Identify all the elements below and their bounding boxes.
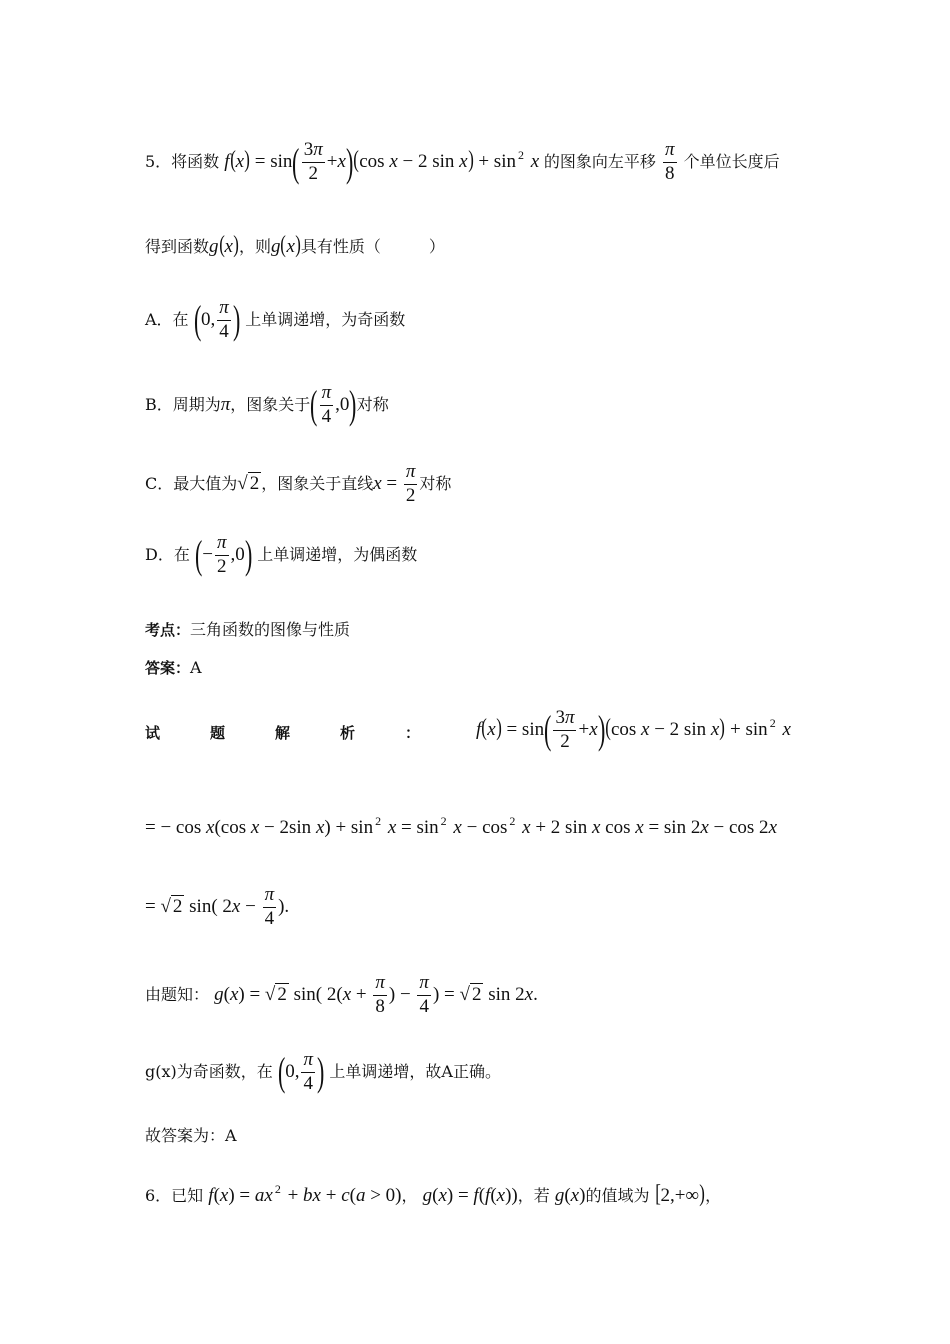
conclusion-interval: (0, $\frac{\pi}{4}$ ) bbox=[277, 1049, 325, 1095]
q5-line2b: ，则 bbox=[238, 237, 271, 256]
q6-line-1 bbox=[145, 1182, 721, 1206]
yuti-prefix: 由题知： bbox=[145, 984, 210, 1004]
q5-gx: g(x) bbox=[209, 232, 239, 258]
q5-line2a: 得到函数 bbox=[145, 237, 210, 256]
analysis-formula-1: f(x) = sin( $\frac{3\pi}{2}$ +x)(cos x − 2 sin x) + sin $^2$ x bbox=[476, 707, 791, 753]
yuti-formula: g(x) = √ 2 sin( 2(x + $\frac{\pi}{8}$ ) − $\frac{\pi}{4}$ ) = √ 2 sin 2x. bbox=[214, 972, 538, 1017]
option-c bbox=[145, 462, 451, 507]
analysis-char-4: 析 bbox=[339, 724, 355, 742]
q6-end: ， bbox=[705, 1186, 722, 1205]
analysis-char-1: 试 bbox=[145, 724, 161, 742]
option-b bbox=[145, 383, 389, 428]
option-c-suffix: 对称 bbox=[419, 473, 452, 493]
analysis-char-3: 解 bbox=[274, 724, 290, 742]
q5-function-def: f(x) = sin( $\frac{3\pi}{2}$ +x)(cos x − 2 sin x) + sin $^2$ x bbox=[224, 139, 540, 185]
option-a-suffix: 上单调递增，为奇函数 bbox=[245, 309, 406, 329]
final-answer: 故答案为：A bbox=[145, 1126, 237, 1145]
q6-mid2: ，若 bbox=[517, 1186, 550, 1205]
analysis-final bbox=[145, 1128, 237, 1144]
q5-shift-fraction: $\frac{\pi}{8}$ bbox=[665, 139, 675, 184]
q5-number: 5．将函数 bbox=[145, 151, 220, 171]
option-a-interval: (0, $\frac{\pi}{4}$ ) bbox=[193, 297, 241, 343]
q6-range: [2,+∞) bbox=[654, 1181, 705, 1207]
q5-line-2 bbox=[145, 233, 445, 257]
conclusion-suffix: 上单调递增，故A正确。 bbox=[329, 1061, 501, 1081]
option-c-prefix: C．最大值为 bbox=[145, 473, 238, 493]
q6-f-def: f(x) = ax $^2$ + bx + c(a > 0) bbox=[208, 1182, 402, 1206]
q5-line2c: 具有性质（ ） bbox=[300, 237, 445, 256]
analysis-label bbox=[145, 722, 420, 743]
q5-shift-text: 的图象向左平移 bbox=[543, 151, 656, 171]
answer bbox=[145, 660, 202, 676]
conclusion-prefix: g(x)为奇函数，在 bbox=[145, 1061, 273, 1081]
q5-tail: 个单位长度后 bbox=[683, 151, 780, 171]
option-b-mid: ，图象关于 bbox=[230, 394, 311, 414]
q5-gx-2: g(x) bbox=[270, 232, 301, 258]
kaodian-text: 三角函数的图像与性质 bbox=[190, 620, 351, 639]
option-d-suffix: 上单调递增，为偶函数 bbox=[257, 544, 418, 564]
analysis-formula-2: = − cos x(cos x − 2sin x) + sin $^2$ x = sin $^2$ x − cos $^2$ x + 2 sin x cos x = sin 2x − cos 2x bbox=[145, 814, 777, 838]
analysis-char-2: 题 bbox=[209, 724, 225, 742]
option-b-suffix: 对称 bbox=[356, 394, 389, 414]
option-d-prefix: D．在 bbox=[145, 544, 190, 564]
option-b-pi: π bbox=[220, 393, 231, 415]
option-c-mid: ，图象关于直线 bbox=[261, 473, 374, 493]
option-a-prefix: A．在 bbox=[145, 309, 189, 329]
option-d bbox=[145, 533, 417, 578]
q6-mid3: 的值域为 bbox=[585, 1186, 650, 1205]
answer-label: 答案： bbox=[145, 659, 191, 677]
analysis-char-5: ： bbox=[404, 724, 420, 742]
q6-mid1: ， bbox=[401, 1186, 418, 1205]
option-b-point: ( $\frac{\pi}{4}$ ,0) bbox=[310, 382, 357, 428]
analysis-conclusion bbox=[145, 1050, 501, 1095]
option-c-sqrt2: √ 2 bbox=[237, 472, 260, 494]
kaodian bbox=[145, 622, 350, 638]
option-d-interval: (− $\frac{\pi}{2}$ ,0) bbox=[194, 532, 253, 578]
option-b-prefix: B．周期为 bbox=[145, 394, 221, 414]
q6-prefix: 6．已知 bbox=[145, 1186, 204, 1205]
analysis-yuti bbox=[145, 973, 538, 1018]
q5-line-1 bbox=[145, 140, 780, 185]
kaodian-label: 考点： bbox=[145, 621, 191, 639]
answer-text: A bbox=[190, 658, 202, 677]
option-c-line: x = $\frac{\pi}{2}$ bbox=[373, 461, 416, 506]
analysis-formula-3: = √ 2 sin( 2x − $\frac{\pi}{4}$ ). bbox=[145, 884, 290, 929]
q6-g-def: g(x) = f(f(x)) bbox=[422, 1185, 518, 1206]
q6-gx: g(x) bbox=[554, 1185, 586, 1206]
option-a bbox=[145, 298, 405, 343]
